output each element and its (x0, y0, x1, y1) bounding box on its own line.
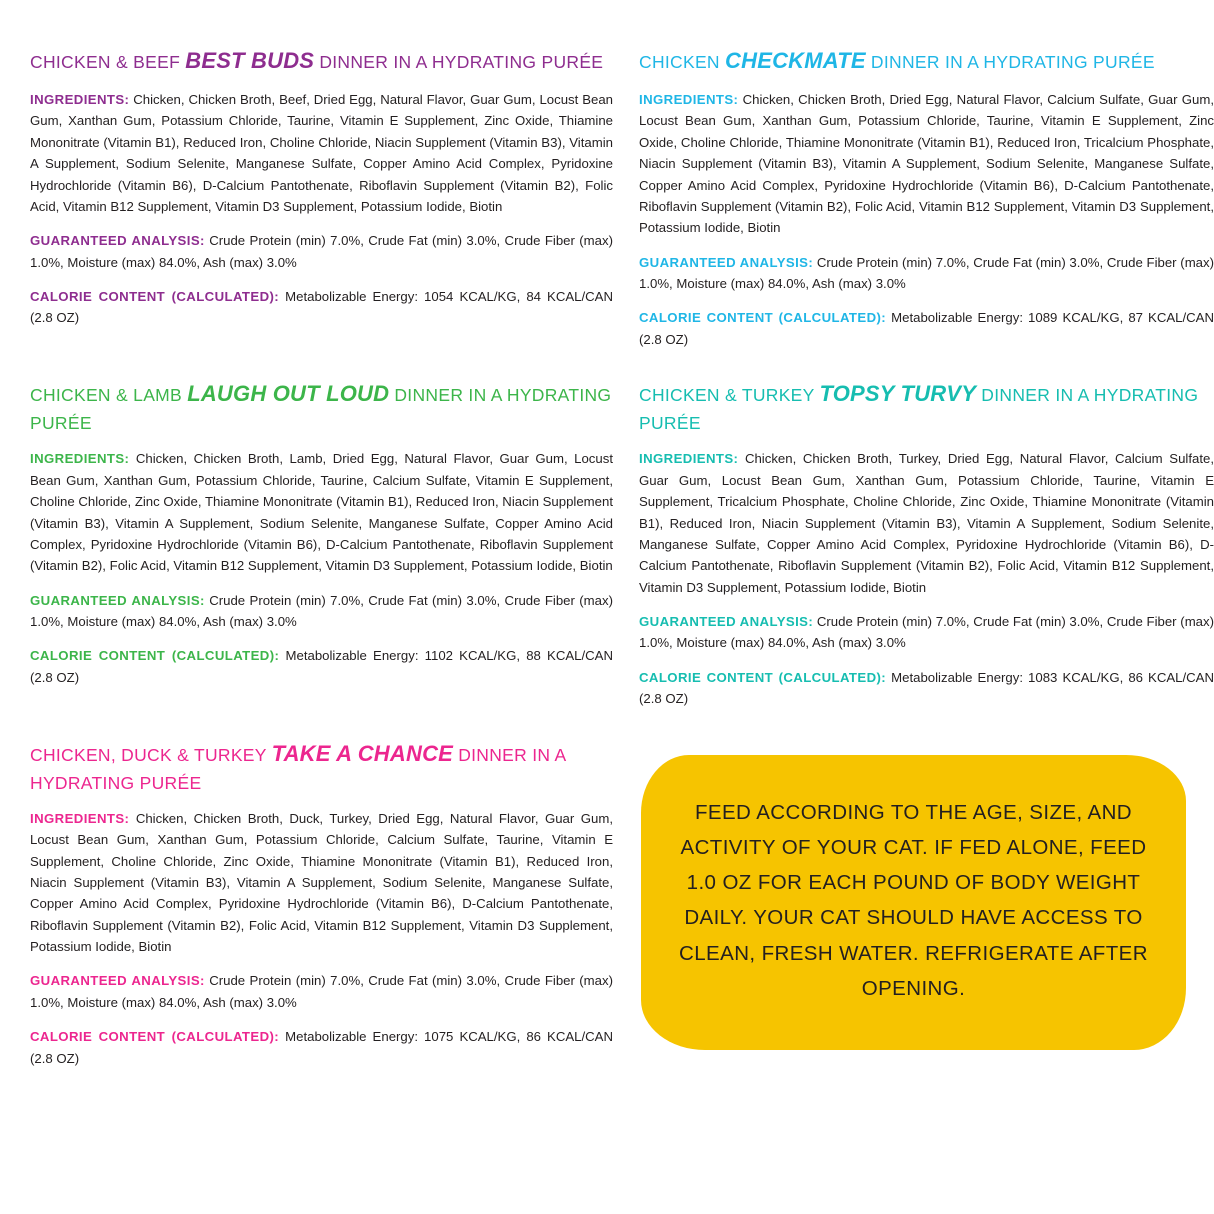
calorie-content-label: CALORIE CONTENT (CALCULATED): (639, 669, 887, 685)
product-title-suffix: DINNER IN A HYDRATING PURÉE (30, 385, 612, 434)
ingredients-text: Chicken, Chicken Broth, Turkey, Dried Egg, Natural Flavor, Calcium Sulfate, Guar Gum, Locust Bean Gum, Xanthan Gum, Potassium Chloride, Taurine, Vitamin E Supplement, Tricalcium Phosphate, Choline Chloride, Zinc Oxide, Thiamine Mononitrate (Vitamin B1), Reduced Iron, Niacin Supplement (Vitamin B3), Vitamin A Supplement, Sodium Selenite, Manganese Sulfate, Copper Amino Acid Complex, Pyridoxine Hydrochloride (Vitamin B6), D-Calcium Pantothenate, Riboflavin Supplement (Vitamin B2), Folic Acid, Vitamin B12 Supplement, Vitamin D3 Supplement, Potassium Iodide, Biotin (639, 451, 1214, 595)
guaranteed-analysis-text: Crude Protein (min) 7.0%, Crude Fat (min) 3.0%, Crude Fiber (max) 1.0%, Moisture (max) 84.0%, Ash (max) 3.0% (30, 973, 613, 1010)
guaranteed-analysis-block (30, 970, 613, 1013)
calorie-content-block (30, 286, 613, 329)
ingredients-label: INGREDIENTS: (639, 451, 739, 467)
product-title-best-buds (30, 44, 613, 77)
calorie-content-label: CALORIE CONTENT (CALCULATED): (30, 1029, 280, 1045)
ingredients-label: INGREDIENTS: (639, 92, 739, 107)
ingredients-text: Chicken, Chicken Broth, Duck, Turkey, Dried Egg, Natural Flavor, Guar Gum, Locust Bean Gum, Xanthan Gum, Potassium Chloride, Calcium Sulfate, Taurine, Vitamin E Supplement, Choline Chloride, Zinc Oxide, Thiamine Mononitrate (Vitamin B1), Reduced Iron, Niacin Supplement (Vitamin B3), Vitamin A Supplement, Sodium Selenite, Manganese Sulfate, Copper Amino Acid Complex, Pyridoxine Hydrochloride (Vitamin B6), D-Calcium Pantothenate, Riboflavin Supplement (Vitamin B2), Folic Acid, Vitamin B12 Supplement, Vitamin D3 Supplement, Potassium Iodide, Biotin (30, 810, 613, 954)
product-title-prefix: CHICKEN & LAMB (30, 385, 188, 406)
ingredients-text: Chicken, Chicken Broth, Dried Egg, Natural Flavor, Calcium Sulfate, Guar Gum, Locust Bean Gum, Xanthan Gum, Potassium Chloride, Taurine, Vitamin E Supplement, Zinc Oxide, Choline Chloride, Thiamine Mononitrate (Vitamin B1), Reduced Iron, Tricalcium Phosphate, Niacin Supplement (Vitamin B3), Vitamin A Supplement, Sodium Selenite, Manganese Sulfate, Copper Amino Acid Complex, Pyridoxine Hydrochloride (Vitamin B6), D-Calcium Pantothenate, Riboflavin Supplement (Vitamin B2), Folic Acid, Vitamin B12 Supplement, Vitamin D3 Supplement, Potassium Iodide, Biotin (639, 92, 1214, 236)
guaranteed-analysis-label: GUARANTEED ANALYSIS: (30, 592, 205, 608)
product-title-prefix: CHICKEN & TURKEY (639, 385, 820, 406)
product-brand-name: BEST BUDS (185, 48, 315, 73)
guaranteed-analysis-block (639, 611, 1214, 654)
feeding-instructions-panel (631, 755, 1214, 1096)
calorie-content-label: CALORIE CONTENT (CALCULATED): (30, 289, 280, 304)
product-title-checkmate (639, 44, 1214, 77)
product-title-suffix: DINNER IN A HYDRATING PURÉE (314, 52, 604, 72)
calorie-content-label: CALORIE CONTENT (CALCULATED): (30, 648, 280, 664)
calorie-content-text: Metabolizable Energy: 1075 KCAL/KG, 86 KCAL/CAN (2.8 OZ) (30, 1029, 613, 1066)
ingredients-label: INGREDIENTS: (30, 451, 130, 467)
calorie-content-text: Metabolizable Energy: 1089 KCAL/KG, 87 KCAL/CAN (2.8 OZ) (639, 310, 1214, 347)
ingredients-block (30, 448, 613, 576)
product-title-prefix: CHICKEN, DUCK & TURKEY (30, 744, 272, 765)
guaranteed-analysis-block (30, 230, 613, 273)
product-panel-best-buds (30, 44, 613, 377)
product-title-suffix: DINNER IN A HYDRATING PURÉE (865, 52, 1155, 72)
guaranteed-analysis-text: Crude Protein (min) 7.0%, Crude Fat (min) 3.0%, Crude Fiber (max) 1.0%, Moisture (max) 84.0%, Ash (max) 3.0% (639, 614, 1214, 651)
ingredients-label: INGREDIENTS: (30, 810, 130, 826)
calorie-content-text: Metabolizable Energy: 1054 KCAL/KG, 84 KCAL/CAN (2.8 OZ) (30, 289, 613, 326)
product-brand-name: CHECKMATE (725, 48, 866, 73)
calorie-content-label: CALORIE CONTENT (CALCULATED): (639, 310, 887, 326)
guaranteed-analysis-label: GUARANTEED ANALYSIS: (30, 973, 205, 989)
calorie-content-text: Metabolizable Energy: 1083 KCAL/KG, 86 KCAL/CAN (2.8 OZ) (639, 669, 1214, 707)
ingredients-block (639, 448, 1214, 598)
product-grid (30, 44, 1214, 1096)
product-brand-name: LAUGH OUT LOUD (187, 381, 390, 407)
guaranteed-analysis-text: Crude Protein (min) 7.0%, Crude Fat (min) 3.0%, Crude Fiber (max) 1.0%, Moisture (max) 84.0%, Ash (max) 3.0% (639, 254, 1214, 291)
calorie-content-block (30, 645, 613, 688)
guaranteed-analysis-text: Crude Protein (min) 7.0%, Crude Fat (min) 3.0%, Crude Fiber (max) 1.0%, Moisture (max) 84.0%, Ash (max) 3.0% (30, 592, 613, 629)
product-panel-topsy-turvy (631, 377, 1214, 736)
guaranteed-analysis-text: Crude Protein (min) 7.0%, Crude Fat (min) 3.0%, Crude Fiber (max) 1.0%, Moisture (max) 84.0%, Ash (max) 3.0% (30, 233, 613, 270)
product-panel-take-a-chance (30, 737, 613, 1096)
product-brand-name: TAKE A CHANCE (271, 740, 454, 766)
feeding-instructions-blob (641, 755, 1186, 1051)
calorie-content-text: Metabolizable Energy: 1102 KCAL/KG, 88 KCAL/CAN (2.8 OZ) (30, 648, 613, 685)
product-brand-name: TOPSY TURVY (819, 381, 977, 407)
product-panel-laugh-out-loud (30, 377, 613, 736)
product-panel-checkmate (631, 44, 1214, 377)
guaranteed-analysis-label: GUARANTEED ANALYSIS: (30, 233, 205, 249)
ingredients-label: INGREDIENTS: (30, 92, 130, 107)
guaranteed-analysis-label: GUARANTEED ANALYSIS: (639, 614, 814, 629)
calorie-content-block (639, 667, 1214, 710)
product-title-prefix: CHICKEN & BEEF (30, 52, 186, 72)
ingredients-block (30, 808, 613, 958)
ingredients-block (639, 89, 1214, 239)
ingredients-block (30, 89, 613, 217)
product-title-prefix: CHICKEN (639, 52, 726, 72)
product-title-suffix: DINNER IN A HYDRATING PURÉE (30, 744, 566, 793)
product-title-take-a-chance (30, 737, 613, 796)
feeding-instructions-text: FEED ACCORDING TO THE AGE, SIZE, AND ACTIVITY OF YOUR CAT. IF FED ALONE, FEED 1.0 OZ FOR EACH POUND OF BODY WEIGHT DAILY. YOUR CAT SHOULD HAVE ACCESS TO CLEAN, FRESH WATER. REFRIGERATE AFTER OPENING. (679, 800, 1148, 1000)
calorie-content-block (30, 1026, 613, 1069)
ingredients-text: Chicken, Chicken Broth, Lamb, Dried Egg, Natural Flavor, Guar Gum, Locust Bean Gum, Xanthan Gum, Potassium Chloride, Taurine, Calcium Sulfate, Vitamin E Supplement, Choline Chloride, Zinc Oxide, Thiamine Mononitrate (Vitamin B1), Reduced Iron, Niacin Supplement (Vitamin B3), Vitamin A Supplement, Sodium Selenite, Manganese Sulfate, Copper Amino Acid Complex, Pyridoxine Hydrochloride (Vitamin B6), D-Calcium Pantothenate, Riboflavin Supplement (Vitamin B2), Folic Acid, Vitamin B12 Supplement, Vitamin D3 Supplement, Potassium Iodide, Biotin (30, 451, 613, 574)
guaranteed-analysis-block (30, 590, 613, 633)
guaranteed-analysis-label: GUARANTEED ANALYSIS: (639, 254, 814, 270)
product-title-laugh-out-loud (30, 377, 613, 436)
product-title-topsy-turvy (639, 377, 1214, 436)
ingredients-text: Chicken, Chicken Broth, Beef, Dried Egg, Natural Flavor, Guar Gum, Locust Bean Gum, Xanthan Gum, Potassium Chloride, Taurine, Vitamin E Supplement, Zinc Oxide, Thiamine Mononitrate (Vitamin B1), Reduced Iron, Choline Chloride, Niacin Supplement (Vitamin B3), Vitamin A Supplement, Sodium Selenite, Manganese Sulfate, Copper Amino Acid Complex, Pyridoxine Hydrochloride (Vitamin B6), D-Calcium Pantothenate, Riboflavin Supplement (Vitamin B2), Folic Acid, Vitamin B12 Supplement, Vitamin D3 Supplement, Potassium Iodide, Biotin (30, 92, 613, 214)
calorie-content-block (639, 307, 1214, 350)
guaranteed-analysis-block (639, 252, 1214, 295)
product-title-suffix: DINNER IN A HYDRATING PURÉE (639, 385, 1199, 434)
